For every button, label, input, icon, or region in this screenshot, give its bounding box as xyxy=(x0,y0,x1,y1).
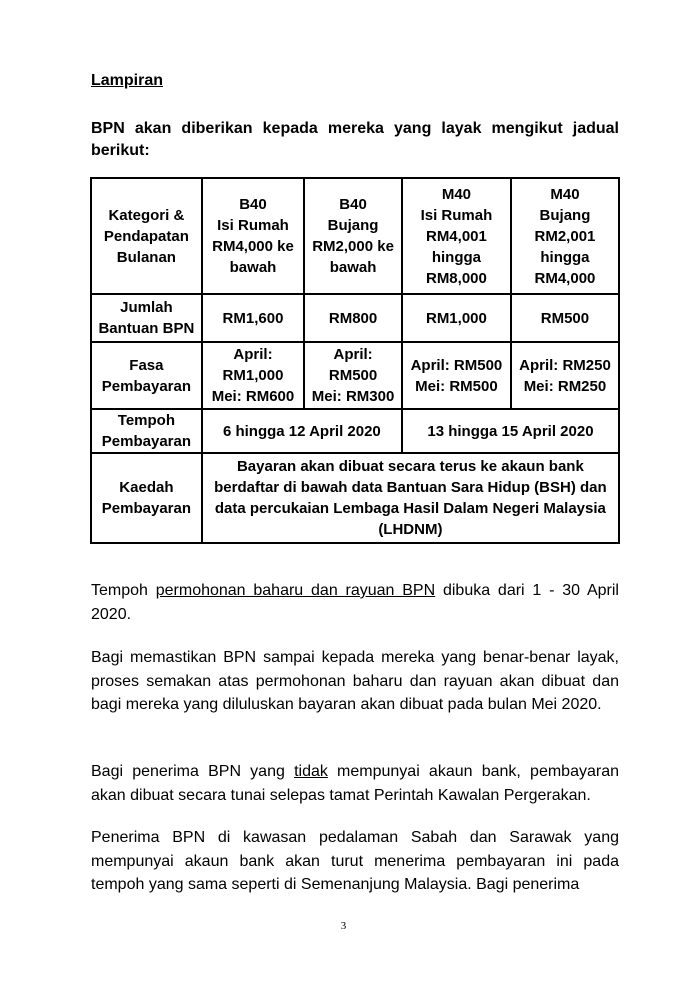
paragraph-sabah-sarawak: Penerima BPN di kawasan pedalaman Sabah dan Sarawak yang mempunyai akaun bank akan turut menerima pembayaran ini pada tempoh yang sama seperti di Semenanjung Malaysia. Bagi penerima xyxy=(91,829,619,893)
header-m40-bujang-cell xyxy=(511,178,619,294)
cell-line: RM500 xyxy=(328,367,378,384)
text-span: Bagi penerima BPN yang xyxy=(91,763,295,780)
cell-line: B40 xyxy=(339,196,367,213)
cell-line: Pembayaran xyxy=(101,433,191,450)
row-label-cell xyxy=(91,294,202,342)
cell-line: Mei: RM600 xyxy=(211,388,295,405)
cell-line: Bantuan BPN xyxy=(98,320,195,337)
cell-line: Mei: RM250 xyxy=(523,377,607,395)
cell-line: Jumlah xyxy=(120,299,173,316)
cell-line: Mei: RM500 xyxy=(415,377,498,395)
row-label-cell xyxy=(91,453,202,543)
cell-line: bawah xyxy=(229,259,277,276)
cell-line: April: RM250 xyxy=(519,356,611,374)
cell-line: RM2,001 xyxy=(534,227,596,245)
cell-line: bawah xyxy=(329,259,377,276)
cell-line: Pembayaran xyxy=(101,377,191,395)
intro-text: BPN akan diberikan kepada mereka yang layak mengikut jadual berikut: xyxy=(91,120,619,159)
text-span: Tempoh xyxy=(91,582,156,599)
cell-line: Tempoh xyxy=(117,412,175,429)
cell-line: RM4,000 ke xyxy=(212,238,294,255)
paragraph-no-bank-account xyxy=(91,760,619,807)
kaedah-row xyxy=(91,453,619,543)
page-number: 3 xyxy=(340,920,347,932)
table-cell: RM1,000 xyxy=(402,294,511,342)
cell-line: RM4,000 xyxy=(534,269,596,287)
cell-line: Pendapatan xyxy=(103,227,189,245)
cell-line: hingga xyxy=(540,248,590,266)
header-category-cell xyxy=(91,178,202,294)
cell-line: April: xyxy=(233,346,273,363)
table-cell: RM500 xyxy=(511,294,619,342)
cell-line: April: xyxy=(333,346,373,363)
fasa-row xyxy=(91,342,619,409)
table-cell: 13 hingga 15 April 2020 xyxy=(402,409,619,453)
page-heading: Lampiran xyxy=(91,72,164,89)
cell-line: Bujang xyxy=(539,206,591,224)
cell-line: Kategori & xyxy=(108,206,185,224)
cell-line: Fasa xyxy=(129,356,164,374)
cell-line: hingga xyxy=(431,248,481,266)
table-cell xyxy=(304,342,402,409)
table-cell: Bayaran akan dibuat secara terus ke akaun bank berdaftar di bawah data Bantuan Sara Hidup (BSH) dan data percukaian Lembaga Hasil Dalam Negeri Malaysia (LHDNM) xyxy=(202,453,619,543)
table-header-row xyxy=(91,178,619,294)
header-m40-isi-rumah-cell xyxy=(402,178,511,294)
table-cell: RM1,600 xyxy=(202,294,304,342)
cell-line: Bujang xyxy=(327,217,379,234)
cell-line: Bulanan xyxy=(116,248,176,266)
table-cell: 6 hingga 12 April 2020 xyxy=(202,409,402,453)
cell-line: Isi Rumah xyxy=(420,206,493,224)
cell-line: Kaedah xyxy=(119,479,174,496)
underlined-text: tidak xyxy=(294,763,328,780)
cell-line: M40 xyxy=(550,185,580,203)
table-cell xyxy=(202,342,304,409)
paragraph-application-period xyxy=(91,579,619,626)
tempoh-row xyxy=(91,409,619,453)
table-cell: RM800 xyxy=(304,294,402,342)
row-label-cell xyxy=(91,342,202,409)
cell-line: Mei: RM300 xyxy=(311,388,395,405)
cell-line: RM2,000 ke xyxy=(312,238,394,255)
cell-line: Isi Rumah xyxy=(217,217,289,234)
bpn-schedule-table xyxy=(90,177,620,544)
header-b40-bujang-cell xyxy=(304,178,402,294)
row-label-cell xyxy=(91,409,202,453)
table-cell xyxy=(511,342,619,409)
text-span: dibuka dari 1 - 30 April 2020. xyxy=(91,582,619,623)
cell-line: RM8,000 xyxy=(425,269,487,287)
header-b40-isi-rumah-cell xyxy=(202,178,304,294)
underlined-text: permohonan baharu dan rayuan BPN xyxy=(155,582,436,599)
table-cell xyxy=(402,342,511,409)
cell-line: Pembayaran xyxy=(101,500,191,517)
cell-line: RM4,001 xyxy=(425,227,487,245)
cell-line: M40 xyxy=(441,185,472,203)
jumlah-row xyxy=(91,294,619,342)
cell-line: RM1,000 xyxy=(222,367,284,384)
cell-line: April: RM500 xyxy=(410,356,503,374)
cell-line: B40 xyxy=(239,196,267,213)
text-span: mempunyai akaun bank, pembayaran akan dibuat secara tunai selepas tamat Perintah Kawalan Pergerakan. xyxy=(91,763,619,804)
paragraph-verification: Bagi memastikan BPN sampai kepada mereka yang benar-benar layak, proses semakan atas permohonan baharu dan rayuan akan dibuat dan bagi mereka yang diluluskan bayaran akan dibuat pada bulan Mei 2020. xyxy=(91,649,619,713)
